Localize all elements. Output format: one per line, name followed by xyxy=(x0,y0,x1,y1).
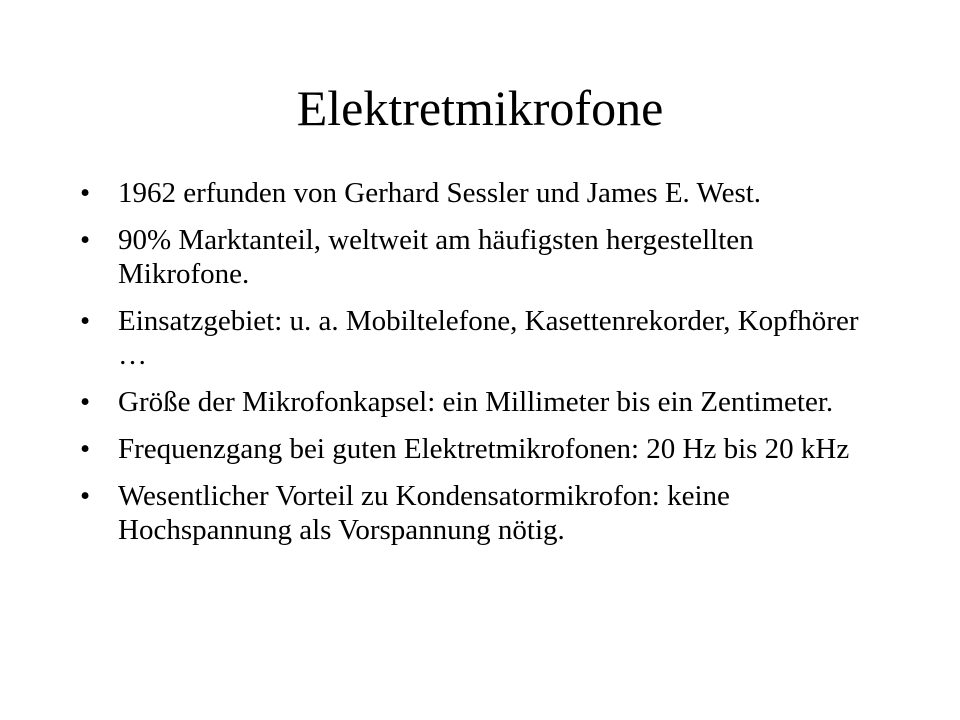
bullet-item-market-share xyxy=(72,223,872,291)
bullet-text: 1962 erfunden von Gerhard Sessler und James E. West. xyxy=(118,177,762,209)
bullet-text: Frequenzgang bei guten Elektretmikrofonen: 20 Hz bis 20 kHz xyxy=(118,433,850,465)
bullet-dot-icon: • xyxy=(80,480,91,512)
bullet-text: Einsatzgebiet: u. a. Mobiltelefone, Kasettenrekorder, Kopfhörer … xyxy=(118,305,859,371)
bullet-list xyxy=(72,176,872,560)
bullet-item-capsule-size xyxy=(72,385,872,419)
bullet-item-frequency-response xyxy=(72,432,872,466)
bullet-dot-icon: • xyxy=(80,386,91,418)
bullet-text: Wesentlicher Vorteil zu Kondensatormikrofon: keine Hochspannung als Vorspannung nötig. xyxy=(118,480,730,546)
bullet-item-applications xyxy=(72,304,872,372)
slide-title: Elektretmikrofone xyxy=(296,80,664,136)
bullet-text: 90% Marktanteil, weltweit am häufigsten hergestellten Mikrofone. xyxy=(118,224,754,290)
bullet-dot-icon: • xyxy=(80,224,91,256)
bullet-item-invention xyxy=(72,176,872,210)
bullet-dot-icon: • xyxy=(80,305,91,337)
bullet-dot-icon: • xyxy=(80,177,91,209)
bullet-item-advantage xyxy=(72,479,872,547)
bullet-dot-icon: • xyxy=(80,433,91,465)
bullet-text: Größe der Mikrofonkapsel: ein Millimeter bis ein Zentimeter. xyxy=(118,386,834,418)
